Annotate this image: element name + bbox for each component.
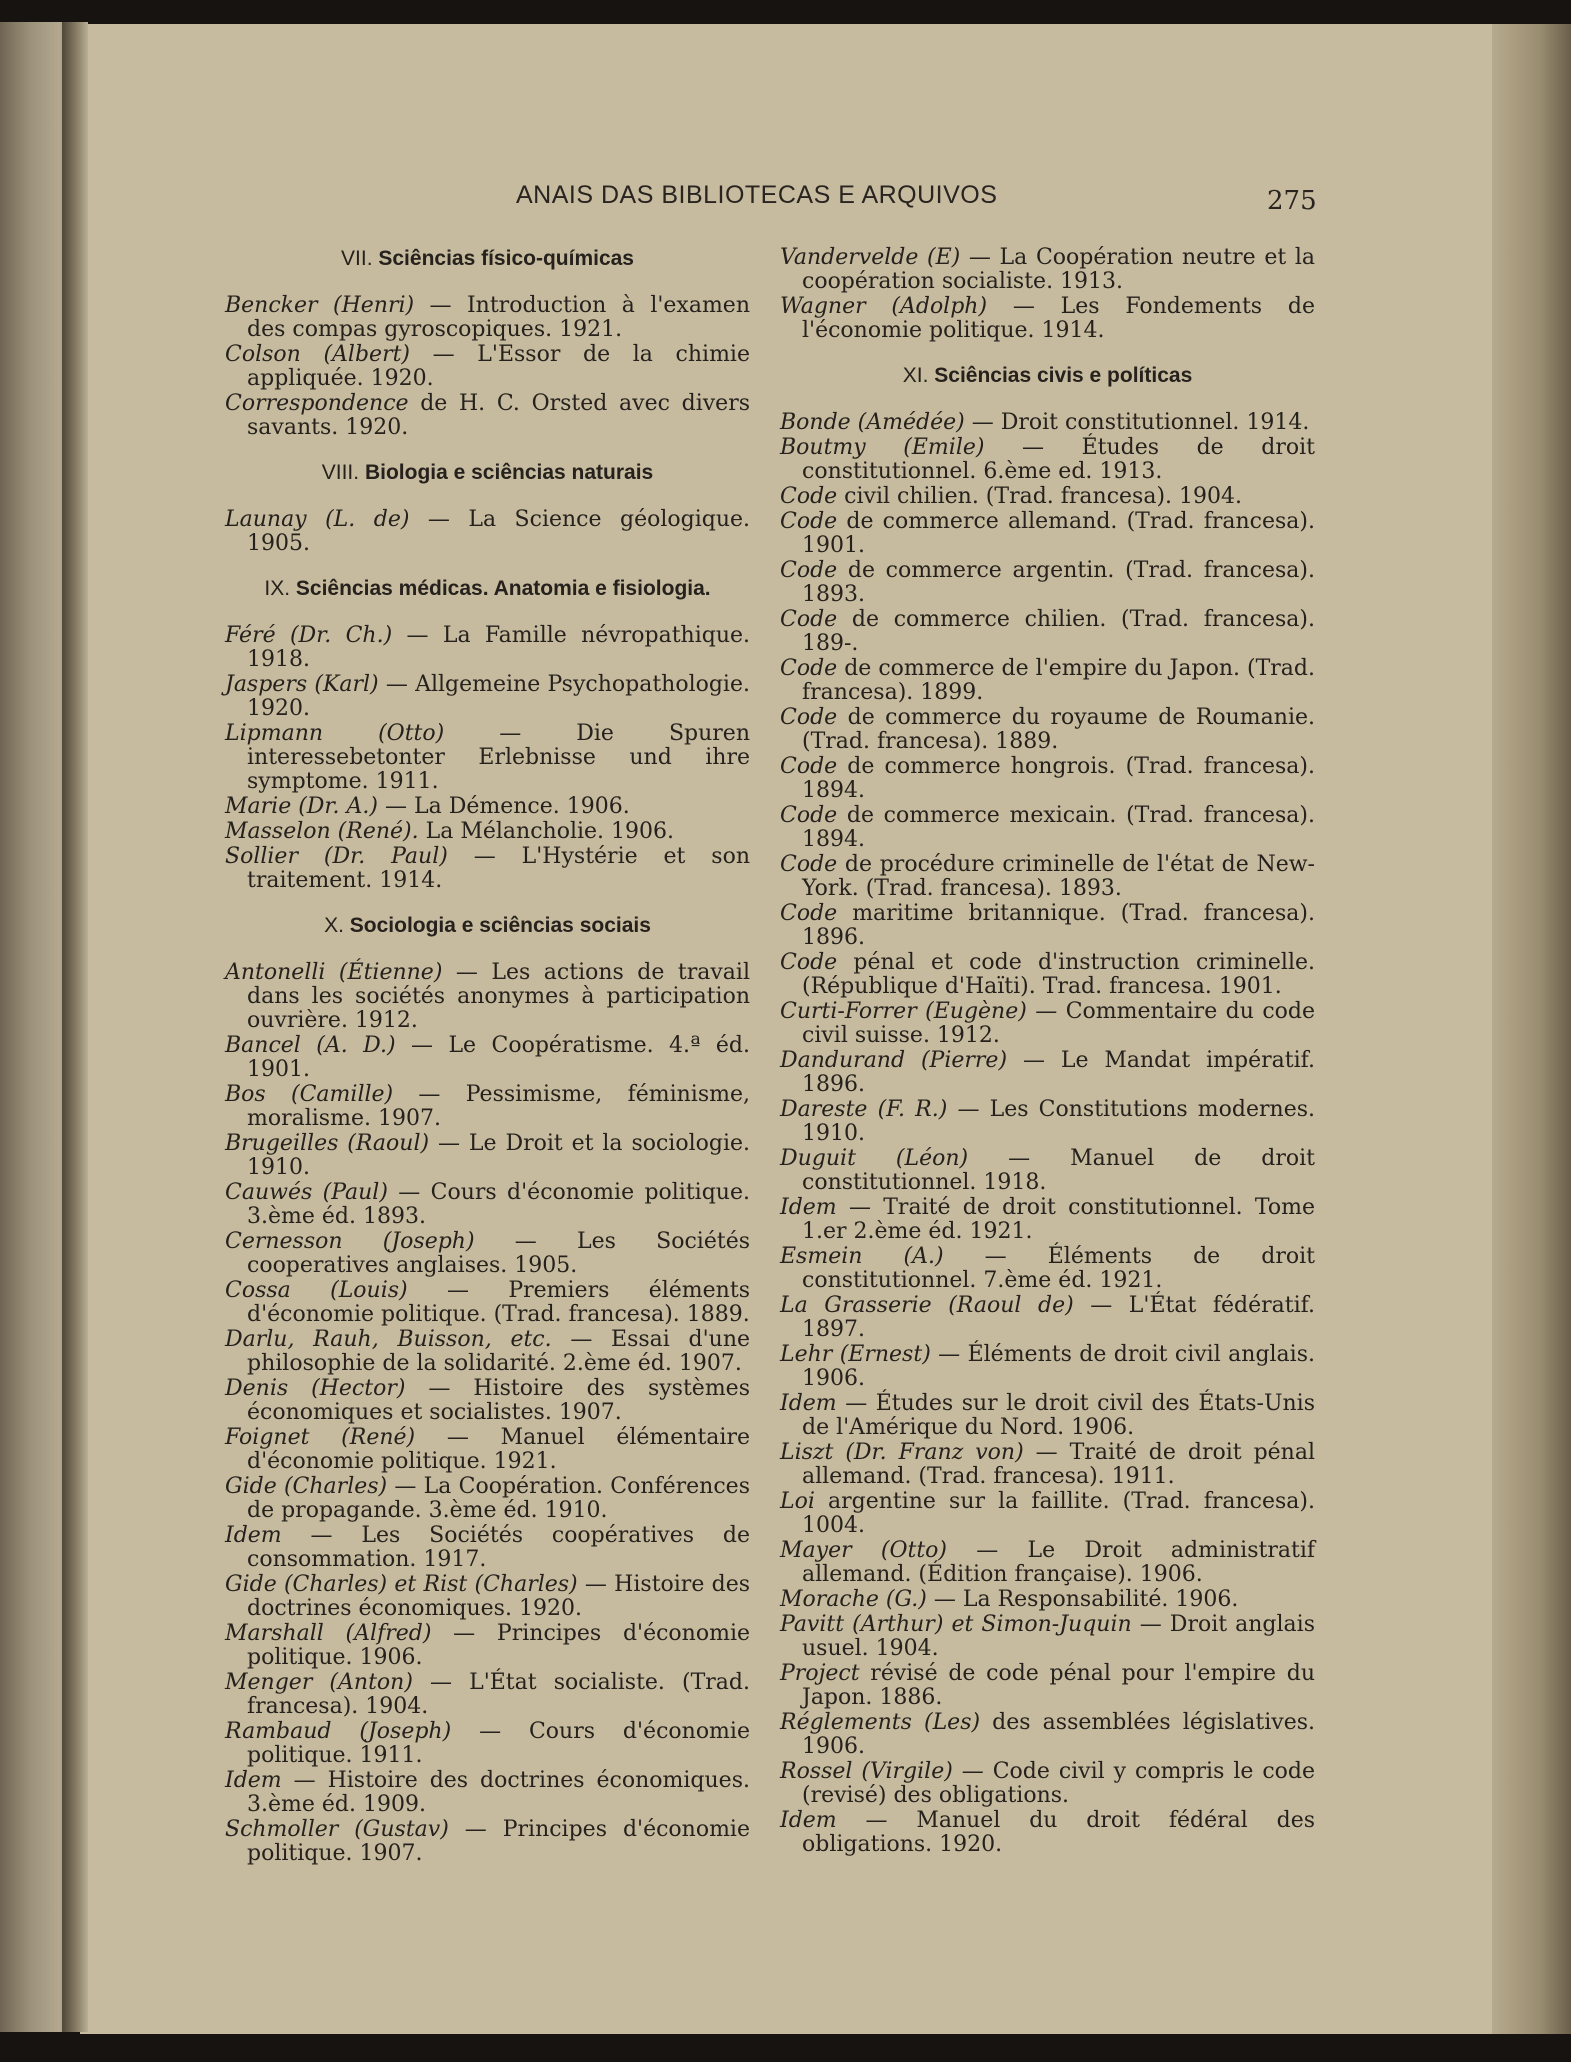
section-number: X. (324, 914, 344, 937)
entry-text: — Pessimisme, féminisme, moralisme. 1907. (247, 1082, 750, 1131)
entry-author: Cernesson (Joseph) (225, 1229, 475, 1254)
bibliography-entry (225, 722, 750, 794)
bibliography-entry (780, 1441, 1315, 1489)
entry-author: Schmoller (Gustav) (225, 1817, 449, 1842)
entry-text: de H. C. Orsted avec divers savants. 1920. (247, 391, 750, 440)
entry-text: — L'État socialiste. (Trad. francesa). 1904. (247, 1670, 750, 1719)
section-title: Sciências físico-químicas (378, 247, 634, 270)
entry-author: Denis (Hector) (225, 1376, 406, 1401)
bibliography-entry (780, 1711, 1315, 1759)
entry-author: Code (780, 509, 838, 534)
entry-text: des assemblées législatives. 1906. (802, 1710, 1316, 1759)
entry-author: Cauwés (Paul) (225, 1180, 388, 1205)
entry-author: Jaspers (Karl) (225, 672, 379, 697)
section-heading (225, 246, 750, 272)
bibliography-entry (780, 608, 1315, 656)
entry-author: Wagner (Adolph) (780, 294, 988, 319)
entry-text: — La Famille névropathique. 1918. (247, 623, 751, 672)
page-torn-edge (1492, 24, 1571, 2034)
entry-author: Idem (780, 1391, 837, 1416)
entry-author: Brugeilles (Raoul) (225, 1131, 430, 1156)
entry-text: — Les Constitutions modernes. 1910. (802, 1097, 1316, 1146)
section-heading (225, 576, 750, 602)
entry-author: Colson (Albert) (225, 342, 411, 367)
bibliography-entry (225, 1230, 750, 1278)
entry-author: Liszt (Dr. Franz von) (780, 1440, 1024, 1465)
entry-author: Menger (Anton) (225, 1670, 413, 1695)
bibliography-entry (780, 1809, 1315, 1857)
bibliography-entry (225, 1818, 750, 1866)
entry-author: Sollier (Dr. Paul) (225, 844, 448, 869)
entry-author: Bancel (A. D.) (225, 1033, 396, 1058)
section-number: XI. (902, 364, 929, 387)
entry-author: Code (780, 484, 838, 509)
entry-author: Lipmann (Otto) (225, 721, 445, 746)
bibliography-entry (780, 902, 1315, 950)
section-heading (225, 913, 750, 939)
entry-text: de commerce argentin. (Trad. francesa). 1893. (802, 558, 1315, 607)
bibliography-entry (780, 1245, 1315, 1293)
entry-text: — Droit constitutionnel. 1914. (964, 410, 1310, 435)
entry-author: Idem (780, 1195, 837, 1220)
entry-text: — La Coopération. Conférences de propagande. 3.ème éd. 1910. (247, 1474, 750, 1523)
bibliography-entry (780, 1196, 1315, 1244)
entry-text: — Traité de droit pénal allemand. (Trad. francesa). 1911. (802, 1440, 1315, 1489)
bibliography-entry (225, 1377, 750, 1425)
entry-author: La Grasserie (Raoul de) (780, 1293, 1074, 1318)
section-title: Sociologia e sciências sociais (349, 914, 651, 937)
bibliography-entry (225, 1720, 750, 1768)
bibliography-entry (225, 294, 750, 342)
bibliography-entry (225, 1279, 750, 1327)
entry-text: — Les Sociétés cooperatives anglaises. 1905. (247, 1229, 750, 1278)
entry-text: — Commentaire du code civil suisse. 1912. (802, 999, 1315, 1048)
entry-text: — Principes d'économie politique. 1906. (247, 1621, 750, 1670)
book-gutter (62, 22, 88, 2032)
entry-text: — Études sur le droit civil des États-Unis de l'Amérique du Nord. 1906. (802, 1391, 1315, 1440)
bibliography-entry (780, 951, 1315, 999)
entry-author: Loi (780, 1489, 815, 1514)
entry-text: — Traité de droit constitutionnel. Tome 1.er 2.ème éd. 1921. (802, 1195, 1315, 1244)
bibliography-entry (225, 1083, 750, 1131)
entry-author: Code (780, 852, 838, 877)
entry-text: de commerce de l'empire du Japon. (Trad. francesa). 1899. (802, 656, 1315, 705)
entry-author: Code (780, 950, 838, 975)
entry-author: Idem (225, 1768, 282, 1793)
bibliography-entry (225, 624, 750, 672)
bibliography-entry (780, 510, 1315, 558)
bibliography-entry (225, 1034, 750, 1082)
entry-text: — Histoire des doctrines économiques. 1920. (247, 1572, 751, 1621)
entry-author: Rossel (Virgile) (780, 1759, 953, 1784)
entry-text: — Principes d'économie politique. 1907. (247, 1817, 750, 1866)
entry-text: — Die Spuren interessebetonter Erlebnisse und ihre symptome. 1911. (247, 721, 750, 794)
entry-author: Code (780, 705, 838, 730)
entry-author: Féré (Dr. Ch.) (225, 623, 393, 648)
entry-author: Idem (780, 1808, 837, 1833)
bibliography-entry (225, 673, 750, 721)
entry-text: — Le Coopératisme. 4.ª éd. 1901. (247, 1033, 751, 1082)
entry-author: Code (780, 754, 838, 779)
bibliography-entry (225, 1181, 750, 1229)
entry-author: Code (780, 558, 838, 583)
entry-text: maritime britannique. (Trad. francesa). 1896. (802, 901, 1315, 950)
entry-text: — Cours d'économie politique. 1911. (247, 1719, 750, 1768)
section-number: IX. (264, 577, 291, 600)
bibliography-entry (780, 1343, 1315, 1391)
entry-author: Mayer (Otto) (780, 1538, 947, 1563)
entry-text: — Allgemeine Psychopathologie. 1920. (247, 672, 750, 721)
bibliography-entry (225, 1426, 750, 1474)
bibliography-entry (225, 1573, 750, 1621)
entry-text: — Droit anglais usuel. 1904. (802, 1612, 1315, 1661)
entry-author: Masselon (René). (225, 819, 419, 844)
entry-text: — Éléments de droit constitutionnel. 7.ème éd. 1921. (802, 1244, 1315, 1293)
entry-author: Marie (Dr. A.) (225, 794, 378, 819)
entry-text: — Manuel élémentaire d'économie politique. 1921. (247, 1425, 750, 1474)
section-title: Sciências médicas. Anatomia e fisiologia. (295, 577, 711, 600)
bibliography-entry (780, 1147, 1315, 1195)
entry-text: — Code civil y compris le code (revisé) des obligations. (802, 1759, 1315, 1808)
bibliography-entry (225, 343, 750, 391)
entry-text: — Études de droit constitutionnel. 6.ème ed. 1913. (802, 435, 1315, 484)
entry-text: de commerce allemand. (Trad. francesa). 1901. (802, 509, 1315, 558)
entry-author: Dareste (F. R.) (780, 1097, 948, 1122)
entry-text: — Le Mandat impératif. 1896. (802, 1048, 1315, 1097)
entry-author: Morache (G.) (780, 1587, 927, 1612)
right-column (780, 246, 1315, 1858)
left-column (225, 246, 750, 1867)
running-header: ANAIS DAS BIBLIOTECAS E ARQUIVOS (516, 181, 998, 209)
bibliography-entry (780, 295, 1315, 343)
bibliography-entry (225, 1671, 750, 1719)
entry-text: argentine sur la faillite. (Trad. francesa). 1004. (802, 1489, 1315, 1538)
entry-text: — L'Hystérie et son traitement. 1914. (247, 844, 750, 893)
section-heading (225, 460, 750, 486)
bibliography-entry (225, 845, 750, 893)
bibliography-entry (780, 1490, 1315, 1538)
entry-author: Dandurand (Pierre) (780, 1048, 1008, 1073)
bibliography-entry (225, 1622, 750, 1670)
bibliography-entry (780, 1760, 1315, 1808)
bibliography-entry (780, 246, 1315, 294)
entry-text: — Essai d'une philosophie de la solidarité. 2.ème éd. 1907. (247, 1327, 751, 1376)
bibliography-entry (225, 820, 750, 844)
bibliography-entry (780, 411, 1315, 435)
entry-author: Foignet (René) (225, 1425, 416, 1450)
entry-author: Bos (Camille) (225, 1082, 394, 1107)
page-number: 275 (1267, 186, 1317, 216)
entry-text: révisé de code pénal pour l'empire du Japon. 1886. (802, 1661, 1315, 1710)
bibliography-entry (225, 1328, 750, 1376)
entry-text: de commerce mexicain. (Trad. francesa). 1894. (802, 803, 1315, 852)
entry-text: — L'État fédératif. 1897. (802, 1293, 1315, 1342)
entry-author: Code (780, 656, 838, 681)
entry-author: Réglements (Les) (780, 1710, 981, 1735)
bibliography-entry (780, 804, 1315, 852)
entry-text: de procédure criminelle de l'état de New-York. (Trad. francesa). 1893. (802, 852, 1315, 901)
bibliography-entry (225, 1769, 750, 1817)
entry-text: — Les Fondements de l'économie politique. 1914. (802, 294, 1315, 343)
entry-text: de commerce hongrois. (Trad. francesa). 1894. (802, 754, 1315, 803)
entry-text: — Les actions de travail dans les sociétés anonymes à participation ouvrière. 1912. (247, 960, 750, 1033)
section-number: VII. (341, 247, 373, 270)
bibliography-entry (225, 508, 750, 556)
bibliography-entry (780, 853, 1315, 901)
entry-text: — Cours d'économie politique. 3.ème éd. 1893. (247, 1180, 750, 1229)
entry-text: — Les Sociétés coopératives de consommation. 1917. (247, 1523, 750, 1572)
entry-text: — Premiers éléments d'économie politique. (Trad. francesa). 1889. (247, 1278, 750, 1327)
bibliography-entry (780, 755, 1315, 803)
entry-text: — Éléments de droit civil anglais. 1906. (802, 1342, 1315, 1391)
bibliography-entry (780, 706, 1315, 754)
bibliography-entry (780, 1049, 1315, 1097)
entry-text: — La Coopération neutre et la coopération socialiste. 1913. (802, 245, 1316, 294)
entry-author: Gide (Charles) et Rist (Charles) (225, 1572, 578, 1597)
entry-text: — Le Droit et la sociologie. 1910. (247, 1131, 751, 1180)
entry-author: Marshall (Alfred) (225, 1621, 432, 1646)
entry-text: de commerce du royaume de Roumanie. (Trad. francesa). 1889. (802, 705, 1315, 754)
entry-author: Code (780, 901, 838, 926)
entry-author: Lehr (Ernest) (780, 1342, 931, 1367)
section-heading (780, 363, 1315, 389)
entry-author: Darlu, Rauh, Buisson, etc. (225, 1327, 552, 1352)
entry-text: de commerce chilien. (Trad. francesa). 189-. (802, 607, 1315, 656)
entry-author: Launay (L. de) (225, 507, 410, 532)
bibliography-entry (780, 657, 1315, 705)
entry-text: pénal et code d'instruction criminelle. (République d'Haïti). Trad. francesa. 1901. (802, 950, 1315, 999)
entry-author: Idem (225, 1523, 282, 1548)
bibliography-entry (780, 1662, 1315, 1710)
entry-author: Cossa (Louis) (225, 1278, 408, 1303)
entry-text: — L'Essor de la chimie appliquée. 1920. (247, 342, 750, 391)
section-title: Biologia e sciências naturais (364, 461, 654, 484)
bibliography-entry (225, 1475, 750, 1523)
bibliography-entry (780, 1294, 1315, 1342)
entry-text: — La Démence. 1906. (377, 794, 630, 819)
bibliography-entry (780, 1392, 1315, 1440)
entry-author: Vandervelde (E) (780, 245, 961, 270)
bibliography-entry (780, 559, 1315, 607)
section-title: Sciências civis e políticas (934, 364, 1193, 387)
entry-text: — Le Droit administratif allemand. (Édition française). 1906. (802, 1538, 1316, 1587)
bibliography-entry (225, 1524, 750, 1572)
entry-author: Project (780, 1661, 860, 1686)
bibliography-entry (780, 1000, 1315, 1048)
entry-text: — Manuel de droit constitutionnel. 1918. (802, 1146, 1316, 1195)
bibliography-entry (780, 436, 1315, 484)
bibliography-entry (225, 1132, 750, 1180)
bibliography-entry (225, 961, 750, 1033)
entry-text: — Histoire des systèmes économiques et socialistes. 1907. (247, 1376, 750, 1425)
entry-author: Curti-Forrer (Eugène) (780, 999, 1027, 1024)
entry-author: Bonde (Amédée) (780, 410, 965, 435)
entry-author: Boutmy (Emile) (780, 435, 985, 460)
bibliography-entry (780, 485, 1315, 509)
bibliography-entry (780, 1588, 1315, 1612)
entry-author: Duguit (Léon) (780, 1146, 969, 1171)
section-number: VIII. (321, 461, 360, 484)
bibliography-entry (225, 795, 750, 819)
entry-text: — Introduction à l'examen des compas gyroscopiques. 1921. (247, 293, 750, 342)
entry-text: — Manuel du droit fédéral des obligations. 1920. (802, 1808, 1315, 1857)
entry-text: — La Responsabilité. 1906. (926, 1587, 1239, 1612)
entry-author: Pavitt (Arthur) et Simon-Juquin (780, 1612, 1132, 1637)
entry-text: — La Science géologique. 1905. (247, 507, 750, 556)
entry-author: Code (780, 607, 838, 632)
entry-author: Antonelli (Étienne) (225, 960, 443, 985)
bibliography-entry (780, 1539, 1315, 1587)
entry-author: Code (780, 803, 838, 828)
bibliography-entry (780, 1613, 1315, 1661)
entry-text: — Histoire des doctrines économiques. 3.ème éd. 1909. (247, 1768, 750, 1817)
entry-text: civil chilien. (Trad. francesa). 1904. (837, 484, 1243, 509)
bibliography-entry (225, 392, 750, 440)
entry-text: La Mélancholie. 1906. (418, 819, 674, 844)
entry-author: Bencker (Henri) (225, 293, 415, 318)
entry-author: Rambaud (Joseph) (225, 1719, 452, 1744)
entry-author: Esmein (A.) (780, 1244, 944, 1269)
entry-author: Correspondence (225, 391, 409, 416)
entry-author: Gide (Charles) (225, 1474, 388, 1499)
bibliography-entry (780, 1098, 1315, 1146)
